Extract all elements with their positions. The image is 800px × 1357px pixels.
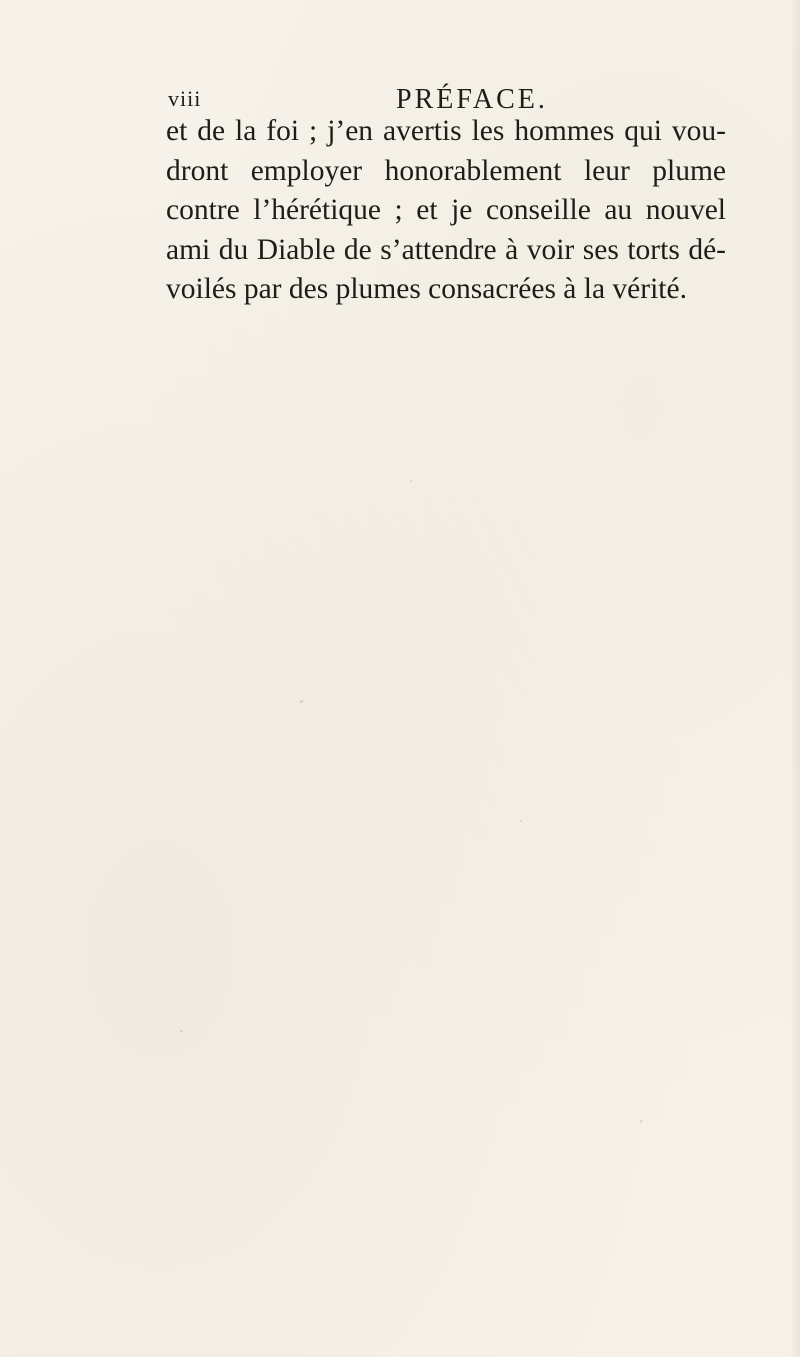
text-line: ami du Diable de s’attendre à voir ses torts dé- [166, 233, 726, 266]
paper-speck [410, 480, 412, 482]
paper-speck [520, 820, 522, 822]
page-edge-shadow [790, 0, 800, 1357]
text-line: voilés par des plumes consacrées à la vérité. [166, 273, 687, 305]
text-line: et de la foi ; j’en avertis les hommes qui vou- [166, 115, 726, 147]
body-paragraph [166, 112, 726, 310]
text-line: contre l’hérétique ; et je conseille au nouvel [166, 194, 726, 226]
paper-speck [300, 700, 303, 703]
running-head-title: PRÉFACE. [396, 84, 548, 115]
page-number: viii [168, 86, 202, 111]
text-line: dront employer honorablement leur plume [166, 154, 726, 187]
paper-speck [640, 1120, 642, 1123]
paper-speck [180, 1030, 183, 1032]
